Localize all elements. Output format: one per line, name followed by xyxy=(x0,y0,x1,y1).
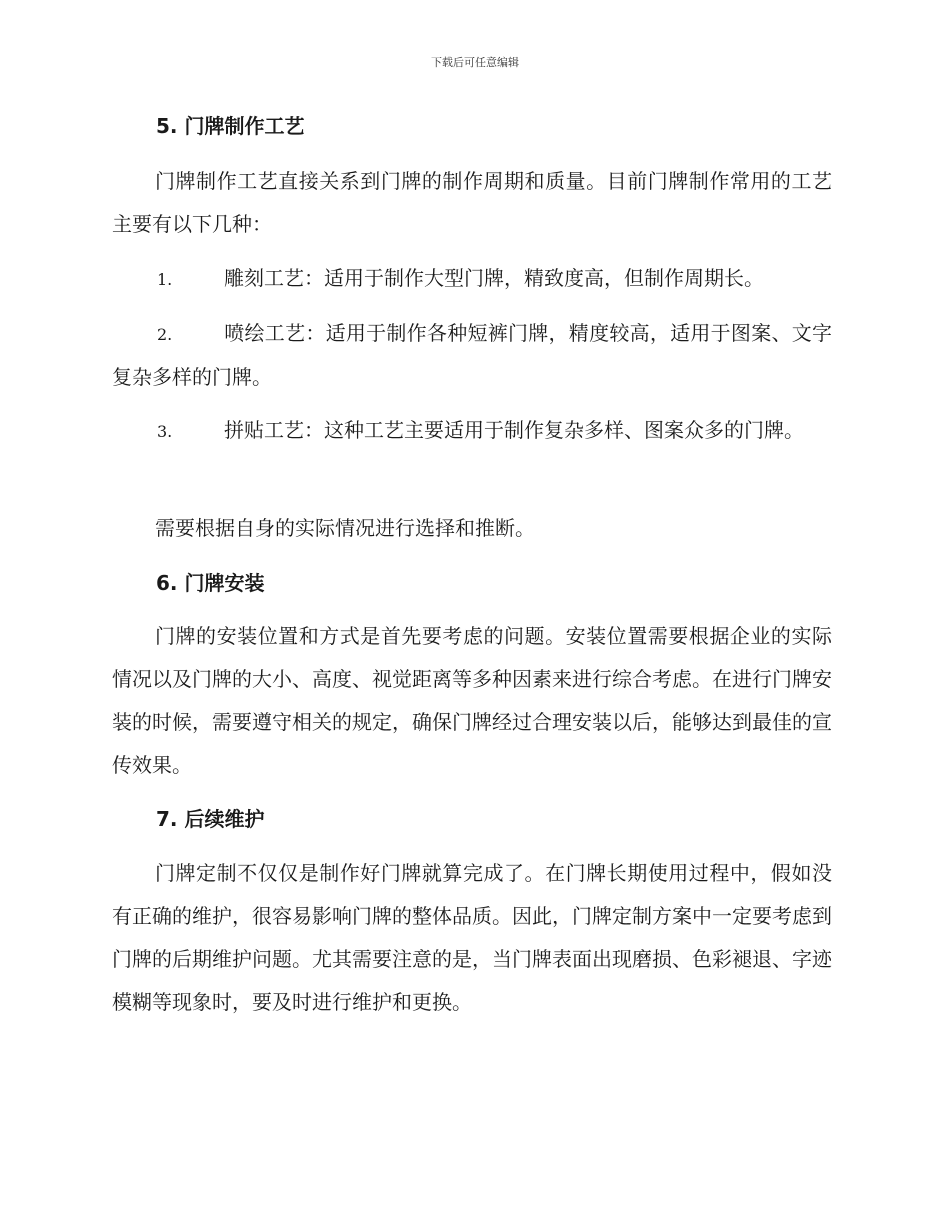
list-text: 喷绘工艺：适用于制作各种短裤门牌，精度较高，适用于图案、文字复杂多样的门牌。 xyxy=(112,321,832,389)
list-text: 拼贴工艺：这种工艺主要适用于制作复杂多样、图案众多的门牌。 xyxy=(224,418,804,442)
section-7-body: 门牌定制不仅仅是制作好门牌就算完成了。在门牌长期使用过程中，假如没有正确的维护，很容易影响门牌的整体品质。因此，门牌定制方案中一定要考虑到门牌的后期维护问题。尤其需要注意的是，当门牌表面出现磨损、色彩褪退、字迹模糊等现象时，要及时进行维护和更换。 xyxy=(112,861,832,1014)
list-number: 1. xyxy=(157,270,173,289)
list-number: 3. xyxy=(157,422,173,441)
list-text: 雕刻工艺：适用于制作大型门牌，精致度高，但制作周期长。 xyxy=(224,266,764,290)
list-number: 2. xyxy=(157,325,173,344)
list-item xyxy=(112,312,832,399)
section-heading-7: 7. 后续维护 xyxy=(156,807,265,831)
list-item xyxy=(112,257,832,301)
section-5-conclusion: 需要根据自身的实际情况进行选择和推断。 xyxy=(155,516,535,540)
section-heading-6: 6. 门牌安装 xyxy=(156,571,265,595)
section-5-intro: 门牌制作工艺直接关系到门牌的制作周期和质量。目前门牌制作常用的工艺主要有以下几种： xyxy=(112,169,832,236)
list-item xyxy=(112,409,832,453)
section-heading-5: 5. 门牌制作工艺 xyxy=(156,114,305,138)
section-6-body: 门牌的安装位置和方式是首先要考虑的问题。安装位置需要根据企业的实际情况以及门牌的大小、高度、视觉距离等多种因素来进行综合考虑。在进行门牌安装的时候，需要遵守相关的规定，确保门牌经过合理安装以后，能够达到最佳的宣传效果。 xyxy=(112,624,832,777)
page-header: 下载后可任意编辑 xyxy=(431,56,519,69)
